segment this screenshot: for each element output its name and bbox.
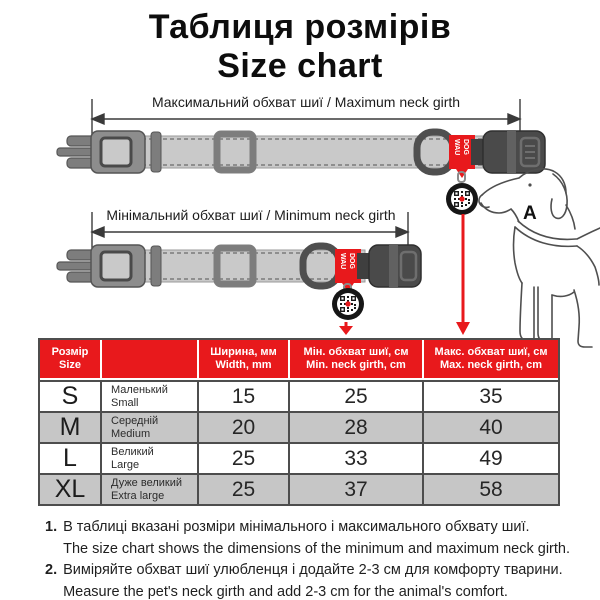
collar-min-illustration [55, 240, 425, 332]
cell-name: Середній Medium [102, 413, 197, 442]
table-row-l [40, 442, 558, 473]
page-title-en: Size chart [217, 47, 383, 85]
size-table [38, 338, 560, 506]
note-1: 1. В таблиці вказані розміри мінімального і максимального обхвату шиї. The size chart shows the dimensions of the minimum and maximum neck girth. [45, 517, 570, 560]
cell-max-girth: 35 [424, 382, 558, 411]
cell-width: 25 [199, 475, 288, 504]
note-1-text: В таблиці вказані розміри мінімального і максимального обхвату шиї. The size chart shows the dimensions of the minimum and maximum neck girth. [63, 519, 570, 557]
brand-text-dog: DOG [348, 253, 355, 269]
brand-text-wau: WAU [339, 253, 346, 270]
brand-text-wau: WAU [453, 139, 460, 156]
cell-size: XL [40, 475, 100, 504]
brand-text-dog: DOG [462, 139, 469, 155]
header-width: Ширина, мм Width, mm [199, 340, 288, 378]
max-column-pointer-arrow [453, 214, 473, 336]
footnotes [45, 517, 570, 600]
table-row-m [40, 411, 558, 442]
header-name [102, 340, 197, 378]
page-title-uk: Таблиця розмірів [148, 8, 452, 46]
neck-girth-marker: A [523, 203, 537, 224]
header-max-girth: Макс. обхват шиї, см Max. neck girth, cm [424, 340, 558, 378]
cell-width: 15 [199, 382, 288, 411]
strap-keeper [151, 132, 161, 172]
cell-width: 25 [199, 444, 288, 473]
min-column-pointer-arrow [336, 322, 356, 336]
cell-min-girth: 25 [290, 382, 422, 411]
cell-width: 20 [199, 413, 288, 442]
note-2: 2. Виміряйте обхват шиї улюбленця і додайте 2-3 см для комфорту тварини. Measure the pet's neck girth and add 2-3 cm for the animal's comfort. [45, 560, 570, 600]
cell-name: Дуже великий Extra large [102, 475, 197, 504]
max-neck-girth-label: Максимальний обхват шиї / Maximum neck girth [151, 94, 461, 110]
cell-max-girth: 58 [424, 475, 558, 504]
cell-name: Маленький Small [102, 382, 197, 411]
dog-illustration [473, 155, 600, 353]
buckle-housing-window [101, 138, 131, 166]
header-size: Розмір Size [40, 340, 100, 378]
qr-tag-icon [332, 288, 364, 320]
page-title [0, 8, 600, 86]
strap-keeper [151, 246, 161, 286]
table-row-xl [40, 473, 558, 504]
header-min-girth: Мін. обхват шиї, см Min. neck girth, cm [290, 340, 422, 378]
cell-size: S [40, 382, 100, 411]
cell-max-girth: 49 [424, 444, 558, 473]
buckle-male-icon [357, 245, 421, 287]
cell-min-girth: 37 [290, 475, 422, 504]
dog-eye [528, 183, 531, 186]
cell-size: M [40, 413, 100, 442]
cell-max-girth: 40 [424, 413, 558, 442]
table-header-row [40, 340, 558, 380]
cell-min-girth: 28 [290, 413, 422, 442]
buckle-housing-window [101, 252, 131, 280]
min-neck-girth-label: Мінімальний обхват шиї / Minimum neck girth [106, 207, 396, 223]
cell-name: Великий Large [102, 444, 197, 473]
cell-size: L [40, 444, 100, 473]
table-row-s [40, 380, 558, 411]
cell-min-girth: 33 [290, 444, 422, 473]
note-2-text: Виміряйте обхват шиї улюбленця і додайте 2-3 см для комфорту тварини. Measure the pet's neck girth and add 2-3 cm for the animal's comfort. [63, 562, 563, 600]
